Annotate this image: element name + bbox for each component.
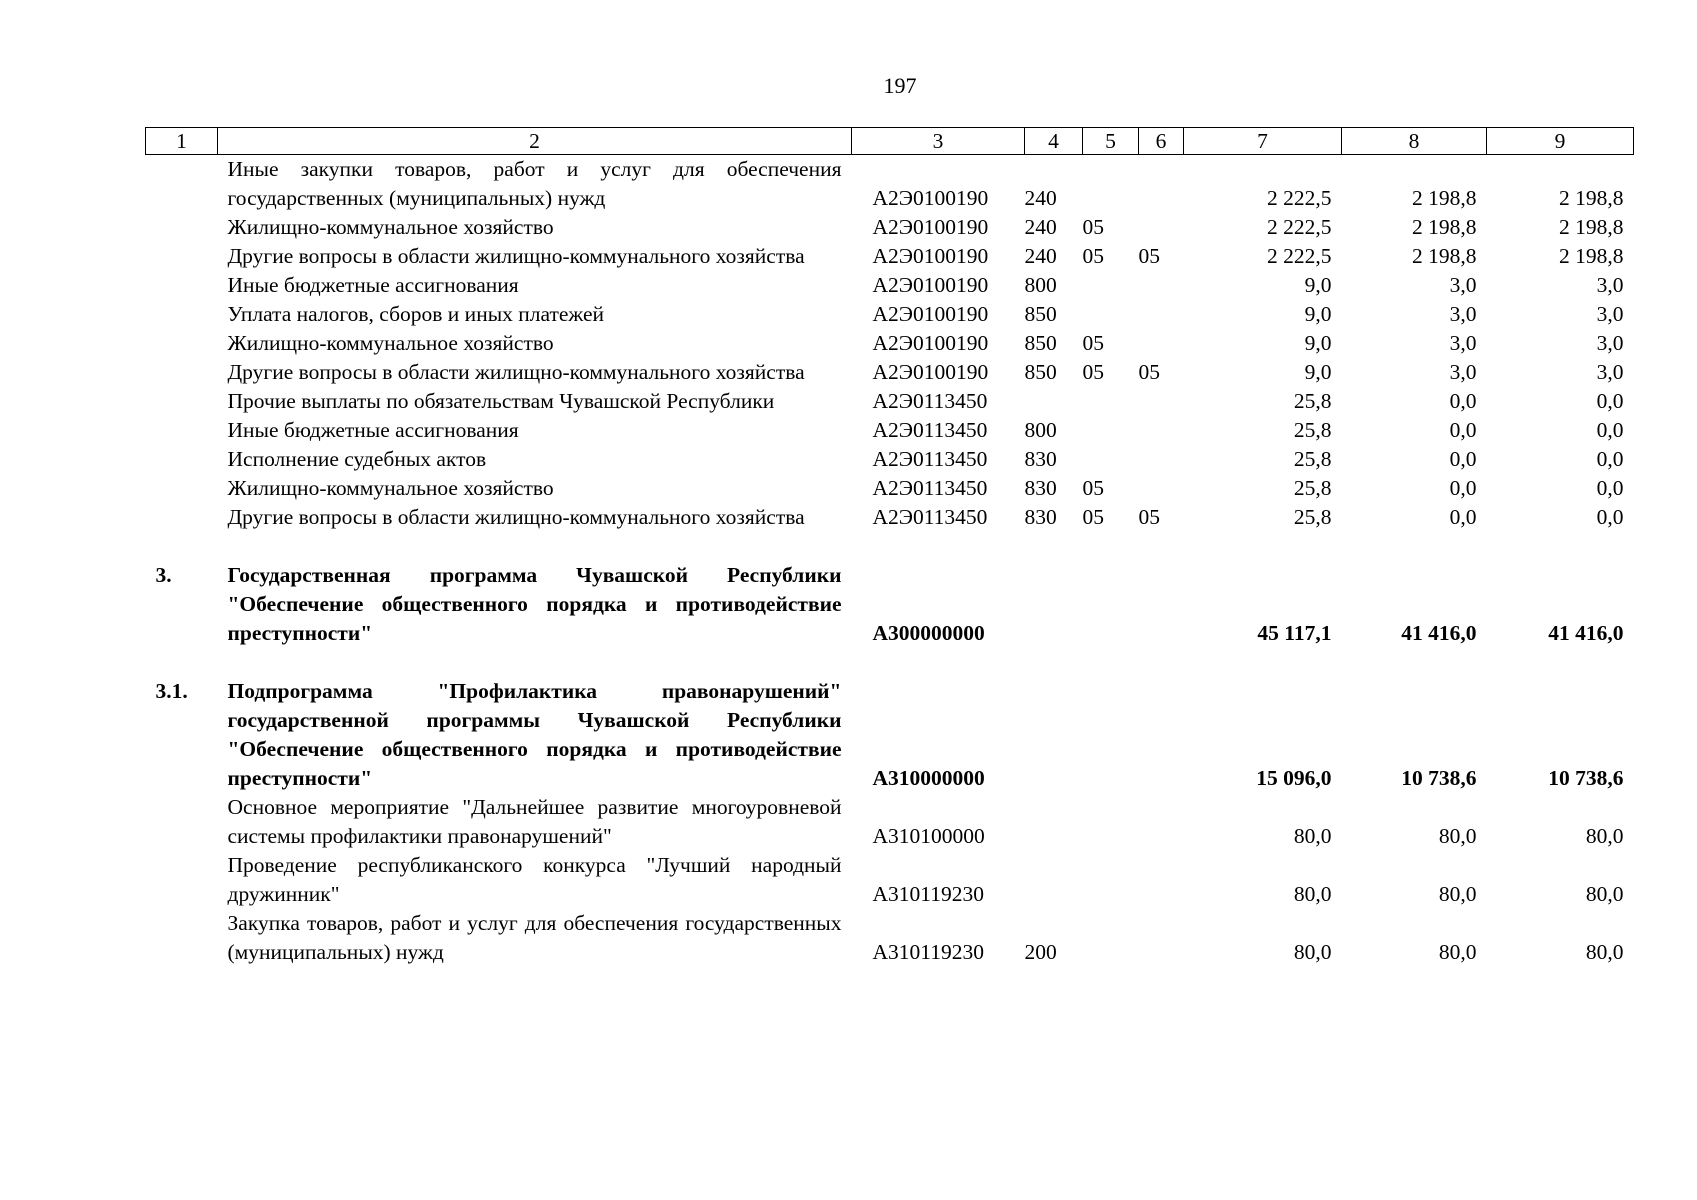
row-section [1083,387,1139,416]
row-amount-col9: 0,0 [1596,389,1624,413]
row-target-code: А300000000 [872,621,985,645]
row-amount-col8: 3,0 [1449,331,1477,355]
table-row [146,503,1634,532]
row-amount-col8: 41 416,0 [1401,621,1477,645]
row-expense-type: 240 [1024,215,1057,239]
row-target-code: А310000000 [872,766,985,790]
table-row [146,155,1634,214]
table-row [146,300,1634,329]
row-amount-col9: 3,0 [1596,331,1624,355]
row-amount-col7: 25,8 [1293,505,1332,529]
row-expense-type: 830 [1024,505,1057,529]
row-section [1083,445,1139,474]
row-expense-type: 240 [1024,186,1057,210]
row-subsection: 05 [1138,244,1160,268]
row-section [1083,909,1139,967]
row-section: 05 [1082,505,1104,529]
row-amount-col7: 2 222,5 [1267,215,1332,239]
row-expense-type: 800 [1024,273,1057,297]
row-amount-col7: 80,0 [1293,882,1332,906]
row-section: 05 [1082,476,1104,500]
table-row [146,561,1634,648]
row-amount-col8: 0,0 [1449,418,1477,442]
row-section [1083,561,1139,648]
table-row [146,329,1634,358]
row-section: 05 [1082,331,1104,355]
row-amount-col7: 9,0 [1304,331,1332,355]
row-amount-col8: 3,0 [1449,302,1477,326]
row-subsection [1139,387,1184,416]
header-col-3: 3 [852,128,1025,155]
row-number [146,909,218,967]
row-name: Другие вопросы в области жилищно-коммунального хозяйства [227,360,805,384]
row-section [1083,677,1139,793]
row-amount-col8: 2 198,8 [1412,186,1477,210]
row-amount-col7: 25,8 [1293,418,1332,442]
row-target-code: А2Э0100190 [872,273,989,297]
row-target-code: А2Э0100190 [872,215,989,239]
spacer-cell [146,532,1634,561]
row-section: 05 [1082,215,1104,239]
row-subsection [1139,474,1184,503]
row-amount-col8: 2 198,8 [1412,215,1477,239]
row-amount-col8: 0,0 [1449,476,1477,500]
row-amount-col7: 25,8 [1293,389,1332,413]
table-row [146,213,1634,242]
row-expense-type: 830 [1024,447,1057,471]
row-amount-col9: 80,0 [1585,882,1624,906]
row-target-code: А310119230 [872,882,984,906]
row-subsection [1139,561,1184,648]
table-row [146,271,1634,300]
row-amount-col7: 2 222,5 [1267,186,1332,210]
row-amount-col8: 80,0 [1438,824,1477,848]
row-name: Другие вопросы в области жилищно-коммунального хозяйства [227,505,805,529]
row-target-code: А2Э0100190 [872,360,989,384]
table-row [146,387,1634,416]
header-col-2: 2 [218,128,852,155]
row-target-code: А2Э0113450 [872,418,988,442]
table-row [146,793,1634,851]
table-row [146,358,1634,387]
row-number [146,445,218,474]
row-target-code: А2Э0113450 [872,476,988,500]
row-name: Проведение республиканского конкурса "Лучший народный дружинник" [227,853,842,906]
row-target-code: А2Э0113450 [872,389,988,413]
row-amount-col8: 80,0 [1438,940,1477,964]
row-amount-col8: 2 198,8 [1412,244,1477,268]
row-section [1083,793,1139,851]
row-subsection [1139,213,1184,242]
header-col-5: 5 [1083,128,1139,155]
row-section: 05 [1082,244,1104,268]
row-subsection [1139,416,1184,445]
row-expense-type: 800 [1024,418,1057,442]
row-number: 3. [155,563,172,587]
row-target-code: А2Э0100190 [872,302,989,326]
row-amount-col7: 25,8 [1293,476,1332,500]
row-name: Иные бюджетные ассигнования [227,273,519,297]
table-row [146,909,1634,967]
row-amount-col9: 2 198,8 [1559,244,1624,268]
row-amount-col7: 9,0 [1304,360,1332,384]
row-target-code: А2Э0113450 [872,447,988,471]
row-subsection [1139,909,1184,967]
row-amount-col7: 80,0 [1293,824,1332,848]
row-number: 3.1. [155,679,188,703]
row-name: Закупка товаров, работ и услуг для обеспечения государственных (муниципальных) нужд [227,911,842,964]
table-row [146,242,1634,271]
row-amount-col7: 9,0 [1304,302,1332,326]
table-row [146,851,1634,909]
row-section [1083,416,1139,445]
row-number [146,213,218,242]
row-name: Жилищно-коммунальное хозяйство [227,476,554,500]
header-col-9: 9 [1487,128,1634,155]
row-expense-type: 850 [1024,360,1057,384]
row-number [146,474,218,503]
row-number [146,300,218,329]
spacer-row [146,648,1634,677]
row-expense-type: 240 [1024,244,1057,268]
row-expense-type [1025,387,1083,416]
spacer-cell [146,648,1634,677]
row-target-code: А2Э0100190 [872,186,989,210]
row-section: 05 [1082,360,1104,384]
row-name: Основное мероприятие "Дальнейшее развитие многоуровневой системы профилактики правонарушений" [227,795,842,848]
header-col-6: 6 [1139,128,1184,155]
row-subsection: 05 [1138,360,1160,384]
row-number [146,416,218,445]
row-expense-type: 850 [1024,331,1057,355]
row-target-code: А2Э0113450 [872,505,988,529]
row-amount-col8: 3,0 [1449,273,1477,297]
header-row [146,128,1634,155]
row-amount-col7: 9,0 [1304,273,1332,297]
row-section [1083,300,1139,329]
row-amount-col8: 0,0 [1449,505,1477,529]
row-number [146,793,218,851]
row-expense-type [1025,677,1083,793]
row-number [146,271,218,300]
row-amount-col9: 0,0 [1596,505,1624,529]
row-name: Прочие выплаты по обязательствам Чувашской Республики [227,389,775,413]
row-amount-col8: 0,0 [1449,389,1477,413]
row-amount-col8: 0,0 [1449,447,1477,471]
row-name: Исполнение судебных актов [227,447,487,471]
row-name: Другие вопросы в области жилищно-коммунального хозяйства [227,244,805,268]
row-amount-col8: 10 738,6 [1401,766,1477,790]
row-expense-type: 830 [1024,476,1057,500]
header-col-7: 7 [1184,128,1342,155]
row-section [1083,851,1139,909]
row-number [146,242,218,271]
row-number [146,329,218,358]
row-target-code: А310100000 [872,824,985,848]
row-amount-col9: 2 198,8 [1559,215,1624,239]
row-number [146,155,218,214]
row-name: Иные закупки товаров, работ и услуг для обеспечения государственных (муниципальных) нужд [227,157,842,210]
row-number [146,503,218,532]
row-target-code: А2Э0100190 [872,331,989,355]
row-expense-type: 200 [1024,940,1057,964]
row-target-code: А2Э0100190 [872,244,989,268]
row-amount-col9: 0,0 [1596,447,1624,471]
header-col-1: 1 [146,128,218,155]
row-subsection [1139,271,1184,300]
page-number: 197 [883,73,917,98]
row-expense-type [1025,851,1083,909]
row-name: Подпрограмма "Профилактика правонарушений" государственной программы Чувашской Республики "Обеспечение общественного порядка и противодействие преступности" [227,679,842,790]
row-amount-col9: 0,0 [1596,476,1624,500]
row-amount-col7: 25,8 [1293,447,1332,471]
row-subsection [1139,793,1184,851]
row-subsection [1139,445,1184,474]
header-col-8: 8 [1342,128,1487,155]
row-name: Государственная программа Чувашской Республики "Обеспечение общественного порядка и противодействие преступности" [227,563,842,645]
row-amount-col8: 3,0 [1449,360,1477,384]
row-amount-col9: 0,0 [1596,418,1624,442]
row-amount-col7: 15 096,0 [1256,766,1332,790]
row-amount-col9: 3,0 [1596,302,1624,326]
row-amount-col9: 41 416,0 [1548,621,1624,645]
row-amount-col9: 2 198,8 [1559,186,1624,210]
row-amount-col9: 80,0 [1585,940,1624,964]
table-row [146,445,1634,474]
row-amount-col9: 3,0 [1596,273,1624,297]
row-section [1083,271,1139,300]
row-name: Иные бюджетные ассигнования [227,418,519,442]
table-row [146,474,1634,503]
row-amount-col9: 80,0 [1585,824,1624,848]
table-row [146,677,1634,793]
row-amount-col9: 10 738,6 [1548,766,1624,790]
row-name: Жилищно-коммунальное хозяйство [227,331,554,355]
row-number [146,358,218,387]
row-expense-type: 850 [1024,302,1057,326]
budget-table-container [145,127,1633,967]
row-subsection [1139,677,1184,793]
table-header [146,128,1634,155]
row-amount-col8: 80,0 [1438,882,1477,906]
row-target-code: А310119230 [872,940,984,964]
row-expense-type [1025,561,1083,648]
spacer-row [146,532,1634,561]
header-col-4: 4 [1025,128,1083,155]
row-subsection [1139,329,1184,358]
row-subsection [1139,851,1184,909]
row-number [146,387,218,416]
row-name: Уплата налогов, сборов и иных платежей [227,302,605,326]
row-subsection [1139,155,1184,214]
row-amount-col9: 3,0 [1596,360,1624,384]
row-amount-col7: 2 222,5 [1267,244,1332,268]
row-name: Жилищно-коммунальное хозяйство [227,215,554,239]
table-body [146,155,1634,968]
row-section [1083,155,1139,214]
row-number [146,851,218,909]
row-subsection [1139,300,1184,329]
table-row [146,416,1634,445]
row-amount-col7: 80,0 [1293,940,1332,964]
row-expense-type [1025,793,1083,851]
budget-table [145,127,1634,967]
row-amount-col7: 45 117,1 [1257,621,1332,645]
row-subsection: 05 [1138,505,1160,529]
